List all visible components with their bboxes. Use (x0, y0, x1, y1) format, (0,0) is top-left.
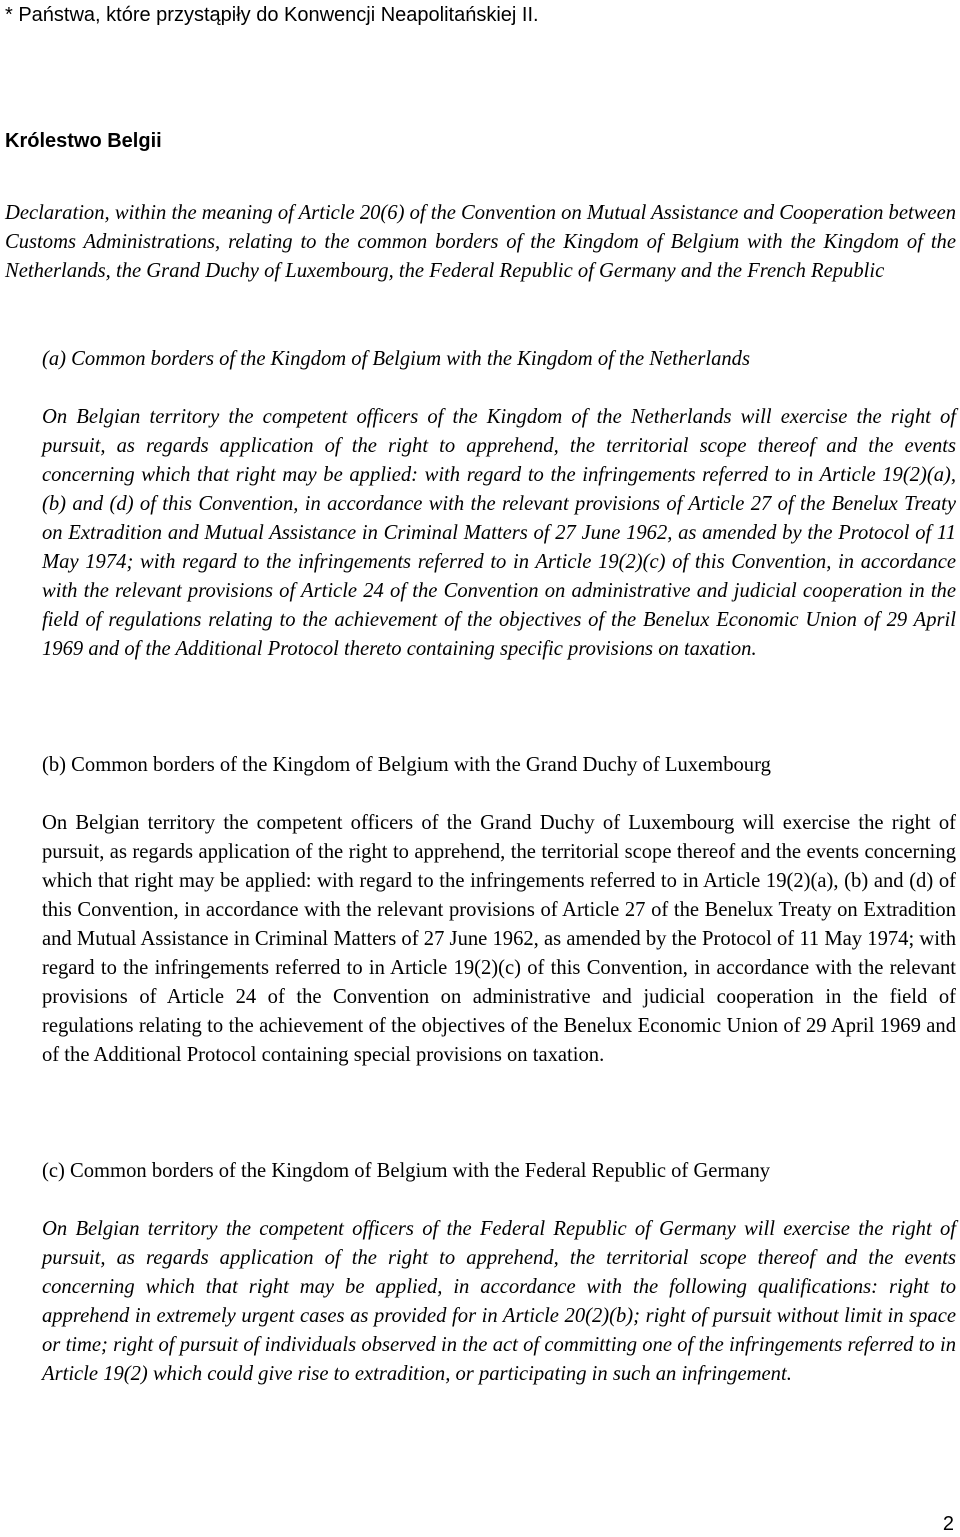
page-number: 2 (942, 1513, 954, 1535)
section-body-c: On Belgian territory the competent officers of the Federal Republic of Germany will exercise the right of pursuit, as regards application of the right to apprehend, the territorial scope thereof and the events concerning which that right may be applied, in accordance with the following qualifications: right to apprehend in extremely urgent cases as provided for in Article 20(2)(b); right of pursuit without limit in space or time; right of pursuit of individuals observed in the act of committing one of the infringements referred to in Article 19(2) which could give rise to extradition, or participating in such an infringement. (42, 1218, 956, 1385)
section-heading-a: (a) Common borders of the Kingdom of Belgium with the Kingdom of the Netherlands (42, 348, 750, 370)
section-heading-b: (b) Common borders of the Kingdom of Belgium with the Grand Duchy of Luxembourg (42, 754, 771, 776)
section-body-a: On Belgian territory the competent officers of the Kingdom of the Netherlands will exercise the right of pursuit, as regards application of the right to apprehend, the territorial scope thereof and the events concerning which that right may be applied: with regard to the infringements referred to in Article 19(2)(a), (b) and (d) of this Convention, in accordance with the relevant provisions of Article 27 of the Benelux Treaty on Extradition and Mutual Assistance in Criminal Matters of 27 June 1962, as amended by the Protocol of 11 May 1974; with regard to the infringements referred to in Article 19(2)(c) of this Convention, in accordance with the relevant provisions of Article 24 of the Convention on administrative and judicial cooperation in the field of regulations relating to the achievement of the objectives of the Benelux Economic Union of 29 April 1969 and of the Additional Protocol thereto containing specific provisions on taxation. (42, 406, 956, 660)
footnote-header: * Państwa, które przystąpiły do Konwencji Neapolitańskiej II. (5, 4, 539, 26)
section-heading-c: (c) Common borders of the Kingdom of Belgium with the Federal Republic of Germany (42, 1160, 771, 1182)
section-body-b: On Belgian territory the competent officers of the Grand Duchy of Luxembourg will exercise the right of pursuit, as regards application of the right to apprehend, the territorial scope thereof and the events concerning which that right may be applied: with regard to the infringements referred to in Article 19(2)(a), (b) and (d) of this Convention, in accordance with the relevant provisions of Article 27 of the Benelux Treaty on Extradition and Mutual Assistance in Criminal Matters of 27 June 1962, as amended by the Protocol of 11 May 1974; with regard to the infringements referred to in Article 19(2)(c) of this Convention, in accordance with the relevant provisions of Article 24 of the Convention on administrative and judicial cooperation in the field of regulations relating to the achievement of the objectives of the Benelux Economic Union of 29 April 1969 and of the Additional Protocol containing special provisions on taxation. (42, 812, 956, 1066)
declaration-title: Declaration, within the meaning of Article 20(6) of the Convention on Mutual Assistance and Cooperation between Customs Administrations, relating to the common borders of the Kingdom of Belgium with the Kingdom of the Netherlands, the Grand Duchy of Luxembourg, the Federal Republic of Germany and the French Republic (5, 202, 957, 282)
section-title-country: Królestwo Belgii (5, 130, 162, 152)
